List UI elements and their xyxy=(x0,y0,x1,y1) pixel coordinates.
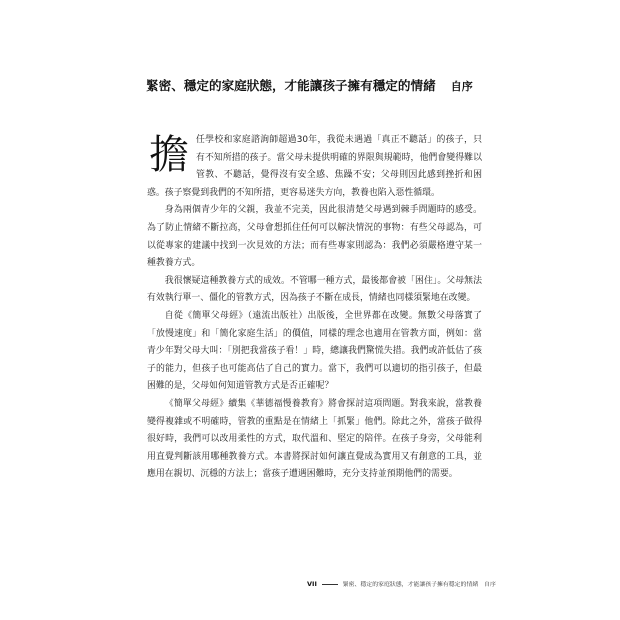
drop-cap: 擔 xyxy=(149,132,189,178)
paragraph-4: 自從《簡單父母經》（遠流出版社）出版後，全世界都在改變。無數父母落實了「放慢速度」和「簡化家庭生活」的價值，同樣的理念也適用在管教方面，例如：當青少年對父母大叫：「別把我當孩子看！」時，總讓我們驚慌失措。我們或許低估了孩子的能力，但孩子也可能高估了自己的實力。當下，我們可以適切的指引孩子，但最困難的是，父母如何知道管教方式是否正確呢？ xyxy=(147,310,482,392)
footer-divider xyxy=(322,584,338,585)
paragraph-1 xyxy=(147,132,482,202)
page-number: VII xyxy=(307,580,317,588)
chapter-title-suffix: 自序 xyxy=(450,80,473,93)
chapter-title-row xyxy=(146,75,486,93)
paragraph-2: 身為兩個青少年的父親，我並不完美，因此很清楚父母遇到棘手問題時的感受。為了防止情緒不斷拉高，父母會想抓住任何可以解決情況的事物：有些父母認為，可以從專家的建議中找到一次見效的方法；而有些專家則認為：我們必須嚴格遵守某一種教養方式。 xyxy=(147,205,482,269)
paragraph-3: 我很懷疑這種教養方式的成效。不管哪一種方式，最後都會被「困住」。父母無法有效執行單一、僵化的管教方式，因為孩子不斷在成長，情緒也同樣須緊地在改變。 xyxy=(147,275,482,304)
body-text xyxy=(147,132,482,484)
page-footer xyxy=(307,579,497,591)
chapter-title: 緊密、穩定的家庭狀態，才能讓孩子擁有穩定的情緒 xyxy=(146,78,436,93)
running-head-suffix: 自序 xyxy=(484,582,496,588)
running-head: 緊密、穩定的家庭狀態，才能讓孩子擁有穩定的情緒 xyxy=(342,582,479,588)
paragraph-1-text: 任學校和家庭諮詢師超過30年，我從未遇過「真正不聽話」的孩子，只有不知所措的孩子。當父母未提供明確的界限與規範時，他們會變得難以管教、不聽話，覺得沒有安全感、焦躁不安；父母則因此感到挫折和困惑。孩子察覺到我們的不知所措，更容易迷失方向，教養也陷入惡性循環。 xyxy=(147,135,482,198)
paragraph-5: 《簡單父母經》續集《華德福慢養教育》將會探討這項問題。對我來說，當教養變得複雜或不明確時，管教的重點是在情緒上「抓緊」他們。除此之外，當孩子做得很好時，我們可以改用柔性的方式，取代溫和、堅定的陪伴。在孩子身旁，父母能利用直覺判斷該用哪種教養方式。本書將探討如何讓直覺成為實用又有創意的工具，並應用在親切、沉穩的方法上；當孩子遭遇困難時，充分支持並預期他們的需要。 xyxy=(147,398,482,480)
